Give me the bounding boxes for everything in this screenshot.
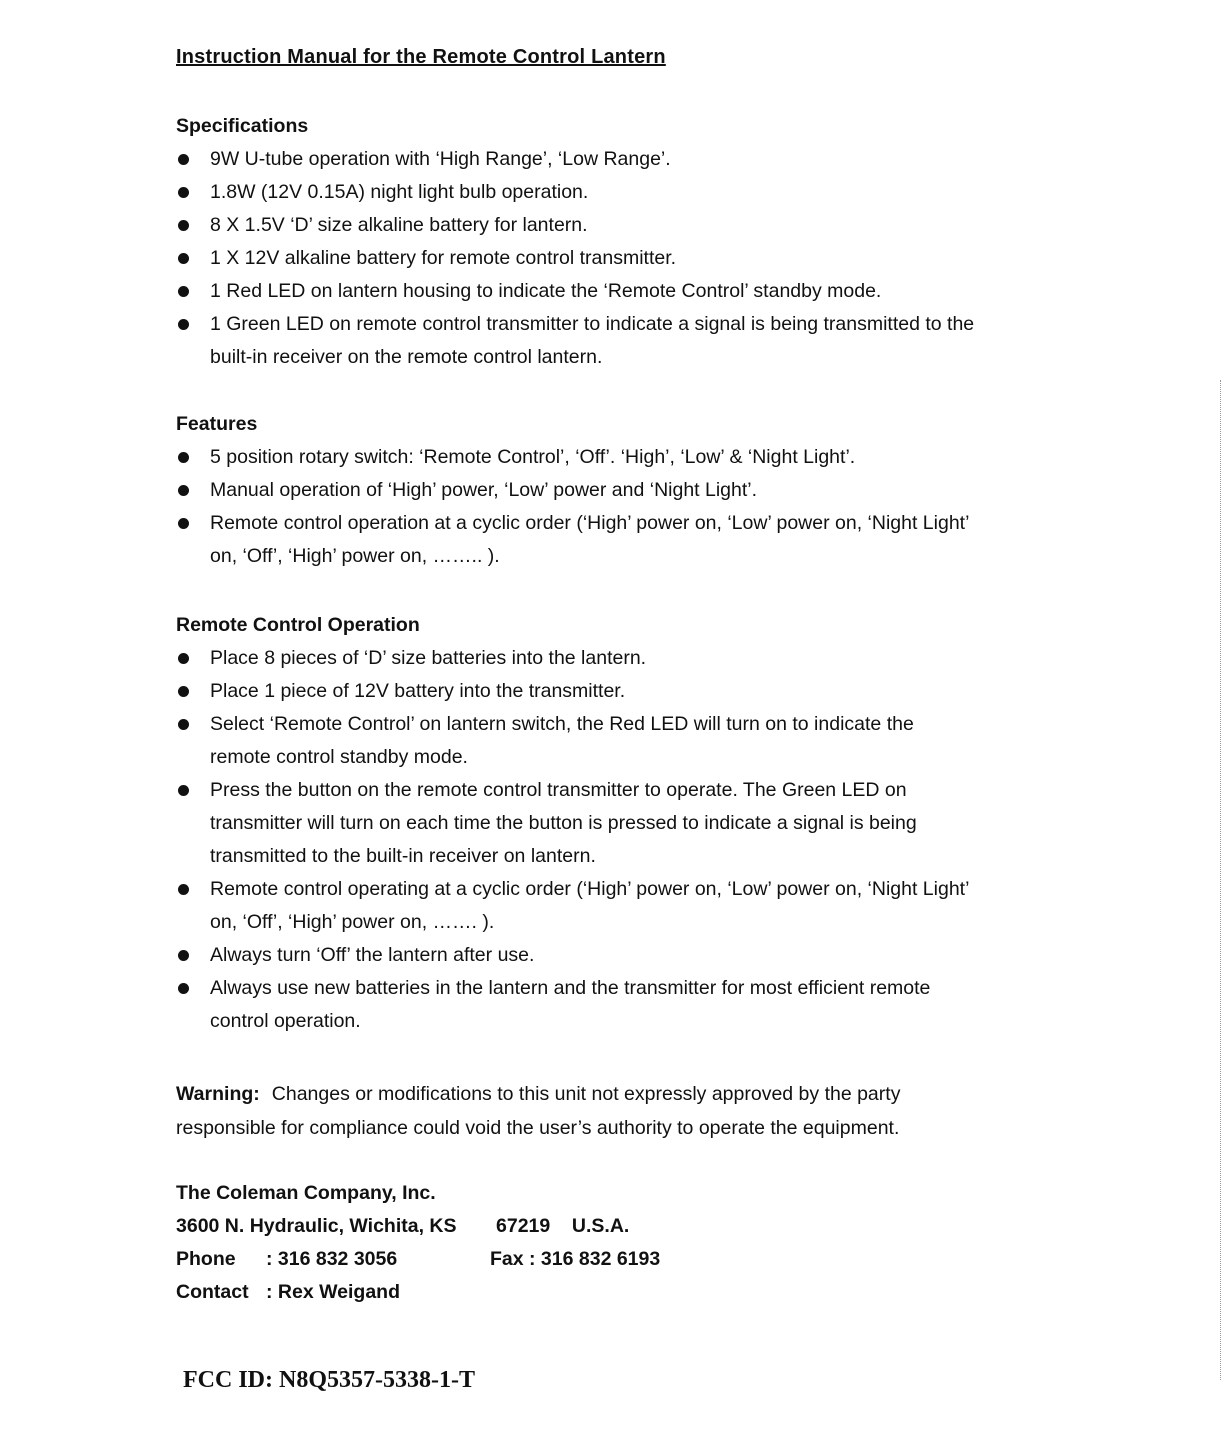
list-item: Remote control operating at a cyclic order (‘High’ power on, ‘Low’ power on, ‘Night Light’ on, ‘Off’, ‘High’ power on, ……. ). [176,873,976,939]
list-item: 1 X 12V alkaline battery for remote control transmitter. [176,242,976,275]
specifications-section [176,110,976,374]
company-contact-row [176,1276,876,1309]
warning-text: Changes or modifications to this unit not expressly approved by the party responsible for compliance could void the user’s authority to operate the equipment. [176,1083,901,1139]
company-street: 3600 N. Hydraulic, Wichita, KS [176,1215,457,1237]
company-address-row [176,1210,876,1243]
company-name-row [176,1177,876,1210]
list-item: Select ‘Remote Control’ on lantern switch, the Red LED will turn on to indicate the remote control standby mode. [176,708,976,774]
company-name: The Coleman Company, Inc. [176,1182,436,1204]
features-list [176,441,976,573]
list-item: 1 Green LED on remote control transmitter to indicate a signal is being transmitted to the built-in receiver on the remote control lantern. [176,308,976,374]
list-item: 1 Red LED on lantern housing to indicate the ‘Remote Control’ standby mode. [176,275,976,308]
features-heading: Features [176,413,258,435]
phone-label: Phone [176,1248,236,1270]
specifications-heading: Specifications [176,115,309,137]
features-section [176,408,976,573]
list-item: 8 X 1.5V ‘D’ size alkaline battery for lantern. [176,209,976,242]
company-phone-row [176,1243,876,1276]
list-item: 5 position rotary switch: ‘Remote Control’, ‘Off’. ‘High’, ‘Low’ & ‘Night Light’. [176,441,976,474]
warning-label: Warning: [176,1083,260,1105]
company-zip-country: 67219 U.S.A. [496,1215,630,1237]
list-item: Manual operation of ‘High’ power, ‘Low’ power and ‘Night Light’. [176,474,976,507]
remote-control-operation-section [176,609,976,1038]
specifications-list [176,143,976,374]
remote-control-operation-list [176,642,976,1038]
list-item: Press the button on the remote control transmitter to operate. The Green LED on transmitter will turn on each time the button is pressed to indicate a signal is being transmitted to the built-in receiver on lantern. [176,774,976,873]
list-item: 9W U-tube operation with ‘High Range’, ‘Low Range’. [176,143,976,176]
document-title: Instruction Manual for the Remote Control Lantern [176,46,666,68]
warning-paragraph [176,1077,976,1145]
list-item: Place 8 pieces of ‘D’ size batteries into the lantern. [176,642,976,675]
list-item: 1.8W (12V 0.15A) night light bulb operation. [176,176,976,209]
list-item: Remote control operation at a cyclic order (‘High’ power on, ‘Low’ power on, ‘Night Light’ on, ‘Off’, ‘High’ power on, …….. ). [176,507,976,573]
list-item: Always turn ‘Off’ the lantern after use. [176,939,976,972]
list-item: Always use new batteries in the lantern and the transmitter for most efficient remote control operation. [176,972,976,1038]
contact-value: : Rex Weigand [266,1281,400,1303]
company-info [176,1177,876,1309]
list-item: Place 1 piece of 12V battery into the transmitter. [176,675,976,708]
scan-edge-artifact [1219,380,1221,1380]
fcc-id: FCC ID: N8Q5357-5338-1-T [183,1367,475,1393]
remote-control-operation-heading: Remote Control Operation [176,614,420,636]
fax-value: Fax : 316 832 6193 [490,1248,661,1270]
contact-label: Contact [176,1281,249,1303]
phone-value: : 316 832 3056 [266,1248,398,1270]
